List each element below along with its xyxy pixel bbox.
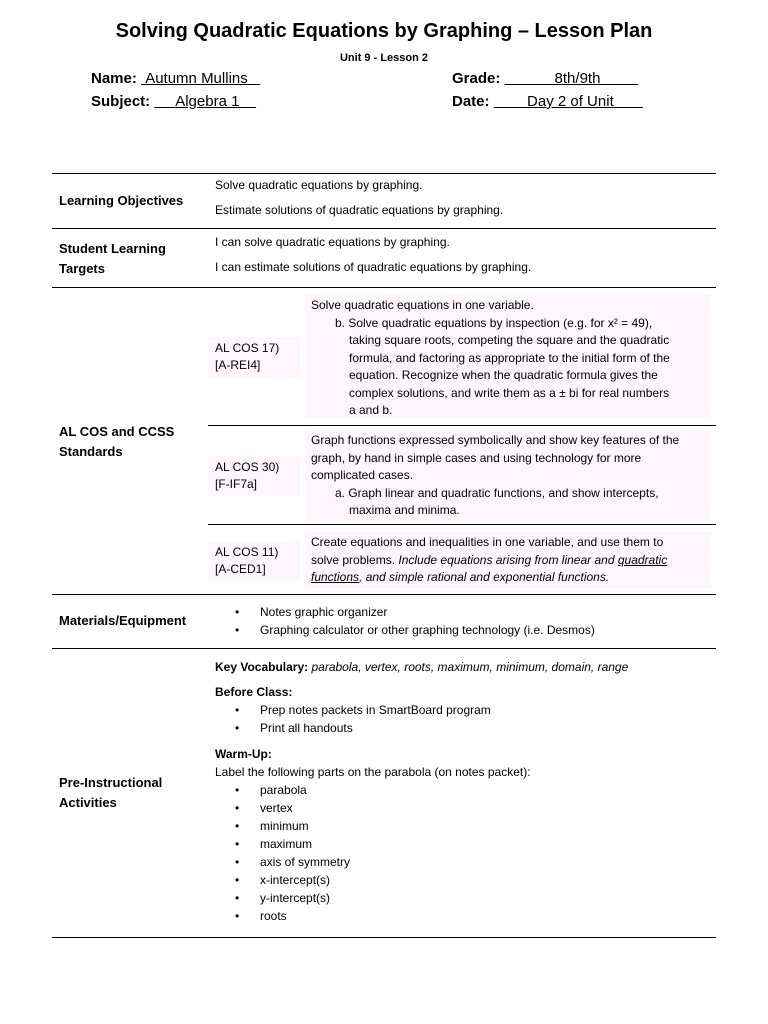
grade-field [452,70,638,87]
standards-divider [208,524,716,525]
standard-code [208,337,300,377]
standard-description [305,532,711,588]
desc-text: quadratic [617,552,668,567]
table-divider [52,648,716,649]
table-divider [52,594,716,595]
row-label-materials: Materials/Equipment [59,613,187,628]
subject-value: Algebra 1 [175,93,240,110]
desc-text: , and simple rational and exponential functions. [359,570,610,584]
desc-line: equation. Recognize when the quadratic formula gives the [349,368,658,382]
table-divider [52,228,716,229]
warm-up-list [215,781,715,925]
label-line: Student Learning [59,241,166,256]
vocab-label: Key Vocabulary: [215,660,309,674]
grade-label: Grade: [452,70,501,87]
document-title: Solving Quadratic Equations by Graphing – Lesson Plan [115,20,653,42]
target-item: I can estimate solutions of quadratic equations by graphing. [215,260,532,274]
code-line: [A-CED1] [215,562,266,576]
date-label: Date: [452,93,490,110]
standard-description [305,295,711,419]
label-line: Pre-Instructional [59,775,163,790]
list-item: • vertex [215,799,715,817]
standard-code [208,541,300,581]
label-line: Standards [59,444,123,459]
code-line: [F-IF7a] [215,477,258,491]
before-class-list [215,701,715,737]
desc-line: taking square roots, competing the square and the quadratic [349,333,670,347]
desc-line: complex solutions, and write them as a ± bi for real numbers [349,385,670,400]
list-item: • minimum [215,817,715,835]
document-subtitle: Unit 9 - Lesson 2 [339,52,429,64]
desc-text: solve problems. [311,552,399,567]
materials-list [215,603,595,639]
row-label-student-learning-targets [59,239,166,279]
standard-description [305,430,711,521]
list-item: • parabola [215,781,715,799]
list-item: • Prep notes packets in SmartBoard program [215,701,715,719]
desc-line: a. Graph linear and quadratic functions, and show intercepts, [335,485,659,500]
subject-field [91,93,256,110]
desc-line: Create equations and inequalities in one variable, and use them to [311,535,664,549]
row-label-standards [59,422,174,462]
row-label-learning-objectives: Learning Objectives [59,193,184,208]
vocab-value: parabola, vertex, roots, maximum, minimum, domain, range [308,660,629,674]
desc-line: b. Solve quadratic equations by inspection (e.g. for x² = 49), [335,315,653,330]
desc-line: maxima and minima. [349,503,460,517]
label-line: Targets [59,261,105,276]
code-line: AL COS 17) [215,341,280,355]
code-line: [A-REI4] [215,358,261,372]
standards-divider [208,425,716,426]
desc-line [311,569,705,587]
date-value: Day 2 of Unit [527,93,614,110]
date-field [452,93,643,110]
key-vocabulary [215,658,715,676]
table-divider [52,173,716,174]
list-item: • Print all handouts [215,719,715,737]
objective-item: Estimate solutions of quadratic equations by graphing. [215,203,504,217]
subject-label: Subject: [91,93,151,110]
code-line: AL COS 30) [215,460,280,474]
list-item: • x-intercept(s) [215,871,715,889]
table-divider [52,937,716,938]
desc-line: a and b. [349,403,393,417]
label-line: AL COS and CCSS [59,424,175,439]
standard-code [208,456,300,496]
desc-line: Graph functions expressed symbolically and show key features of the [311,433,680,447]
list-item: • y-intercept(s) [215,889,715,907]
desc-line: formula, and factoring as appropriate to the initial form of the [349,350,670,365]
name-value: Autumn Mullins [145,70,248,87]
desc-line: graph, by hand in simple cases and using technology for more [311,450,642,465]
pre-instructional-content [215,658,715,925]
desc-line: Solve quadratic equations in one variable. [311,298,534,312]
code-line: AL COS 11) [215,545,279,559]
table-divider [52,287,716,288]
list-item: • axis of symmetry [215,853,715,871]
desc-text: functions [311,570,360,584]
target-item: I can solve quadratic equations by graphing. [215,235,450,249]
before-class-label: Before Class: [215,685,293,699]
list-item: • roots [215,907,715,925]
list-item: • Graphing calculator or other graphing technology (i.e. Desmos) [215,621,595,639]
desc-line: complicated cases. [311,468,414,482]
desc-text: Include equations arising from linear and [398,552,618,567]
warm-up-label: Warm-Up: [215,747,272,761]
desc-line [311,552,705,570]
list-item: • Notes graphic organizer [215,603,595,621]
name-label: Name: [91,70,137,87]
objective-item: Solve quadratic equations by graphing. [215,178,423,192]
warm-up-instruction: Label the following parts on the parabola (on notes packet): [215,765,531,779]
list-item: • maximum [215,835,715,853]
grade-value: 8th/9th [554,70,601,87]
row-label-pre-instructional [59,773,162,813]
name-field [91,70,260,87]
label-line: Activities [59,795,117,810]
